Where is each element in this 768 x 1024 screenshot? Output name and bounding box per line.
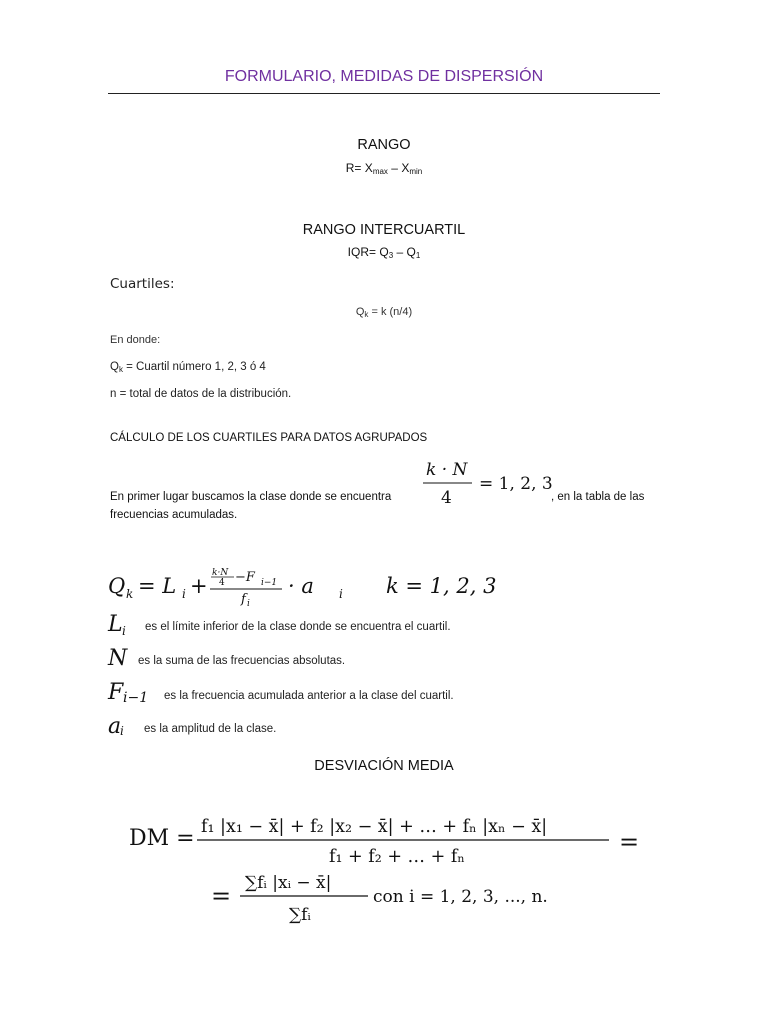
en-donde-label: En donde:	[110, 334, 161, 346]
title-underline	[108, 93, 660, 94]
svg-text:k = 1, 2, 3: k = 1, 2, 3	[386, 574, 497, 598]
fraction-denominator: 4	[441, 488, 452, 508]
iqr-q1: $Q_1$	[406, 245, 421, 260]
desviacion-formula	[125, 798, 645, 928]
class-fraction	[420, 455, 555, 511]
iqr-q3: $Q_3$	[379, 245, 394, 260]
quartile-formula	[104, 558, 524, 610]
rango-formula	[0, 161, 768, 176]
calculo-text-line2: frecuencias acumuladas.	[110, 509, 238, 521]
svg-text:i: i	[182, 587, 186, 601]
svg-text:DM =: DM =	[129, 826, 195, 851]
rango-lhs: R=	[345, 161, 362, 175]
svg-text:4: 4	[219, 578, 225, 588]
svg-text:= L: = L	[138, 574, 177, 598]
rango-minus: –	[391, 161, 398, 175]
svg-text:k·N: k·N	[212, 568, 229, 578]
svg-text:Q: Q	[108, 574, 126, 598]
svg-text:· a: · a	[288, 574, 314, 598]
definition-ai: a i es la amplitud de la clase.	[108, 714, 277, 739]
svg-text:con i = 1, 2, 3, ..., n.: con i = 1, 2, 3, ..., n.	[373, 887, 548, 907]
rango-heading: RANGO	[357, 137, 411, 153]
definition-n: n = total de datos de la distribución.	[110, 388, 292, 400]
definition-N: N es la suma de las frecuencias absolutas.	[108, 646, 346, 671]
svg-text:∑fᵢ: ∑fᵢ	[289, 905, 311, 925]
cuartiles-formula: $Q_k = k$ (n/4)	[355, 306, 413, 319]
svg-text:=: =	[619, 828, 640, 856]
svg-text:i: i	[247, 599, 250, 609]
svg-text:−F: −F	[235, 570, 255, 585]
rango-xmin: $X_{min}$	[401, 161, 423, 176]
page-title: FORMULARIO, MEDIDAS DE DISPERSIÓN	[224, 68, 544, 85]
iqr-heading: RANGO INTERCUARTIL	[302, 222, 466, 238]
svg-text:f₁ + f₂ + … + fₙ: f₁ + f₂ + … + fₙ	[329, 847, 465, 867]
svg-text:i: i	[339, 587, 343, 601]
fraction-rhs: = 1, 2, 3	[479, 474, 553, 494]
iqr-minus: –	[396, 245, 404, 259]
svg-text:f: f	[241, 592, 246, 607]
rango-xmax: $X_{max}$	[364, 161, 388, 176]
calculo-heading: CÁLCULO DE LOS CUARTILES PARA DATOS AGRUPADOS	[110, 432, 428, 444]
cuartiles-label: Cuartiles:	[110, 276, 175, 292]
svg-text:+: +	[190, 574, 208, 598]
svg-text:i−1: i−1	[261, 578, 278, 588]
iqr-lhs: IQR=	[347, 245, 377, 259]
definition-li: L i es el límite inferior de la clase donde se encuentra el cuartil.	[108, 612, 451, 638]
definition-qk: $Q_k$ = Cuartil número 1, 2, 3 ó 4	[110, 361, 266, 374]
definition-Fi1: F i−1 es la frecuencia acumulada anterior a la clase del cuartil.	[108, 680, 454, 706]
svg-text:=: =	[211, 882, 232, 910]
svg-text:∑fᵢ |xᵢ − x̄|: ∑fᵢ |xᵢ − x̄|	[245, 873, 332, 893]
fraction-numerator: k · N	[426, 460, 468, 480]
svg-text:f₁ |x₁ − x̄| + f₂ |x₂ − x̄| +: f₁ |x₁ − x̄| + f₂ |x₂ − x̄| + … + fₙ |xₙ − x̄|	[201, 817, 548, 837]
desviacion-heading: DESVIACIÓN MEDIA	[314, 758, 454, 774]
iqr-formula	[0, 245, 768, 260]
svg-text:k: k	[126, 587, 134, 601]
calculo-text-after: , en la tabla de las	[551, 491, 645, 503]
calculo-text-before: En primer lugar buscamos la clase donde se encuentra	[110, 491, 392, 503]
